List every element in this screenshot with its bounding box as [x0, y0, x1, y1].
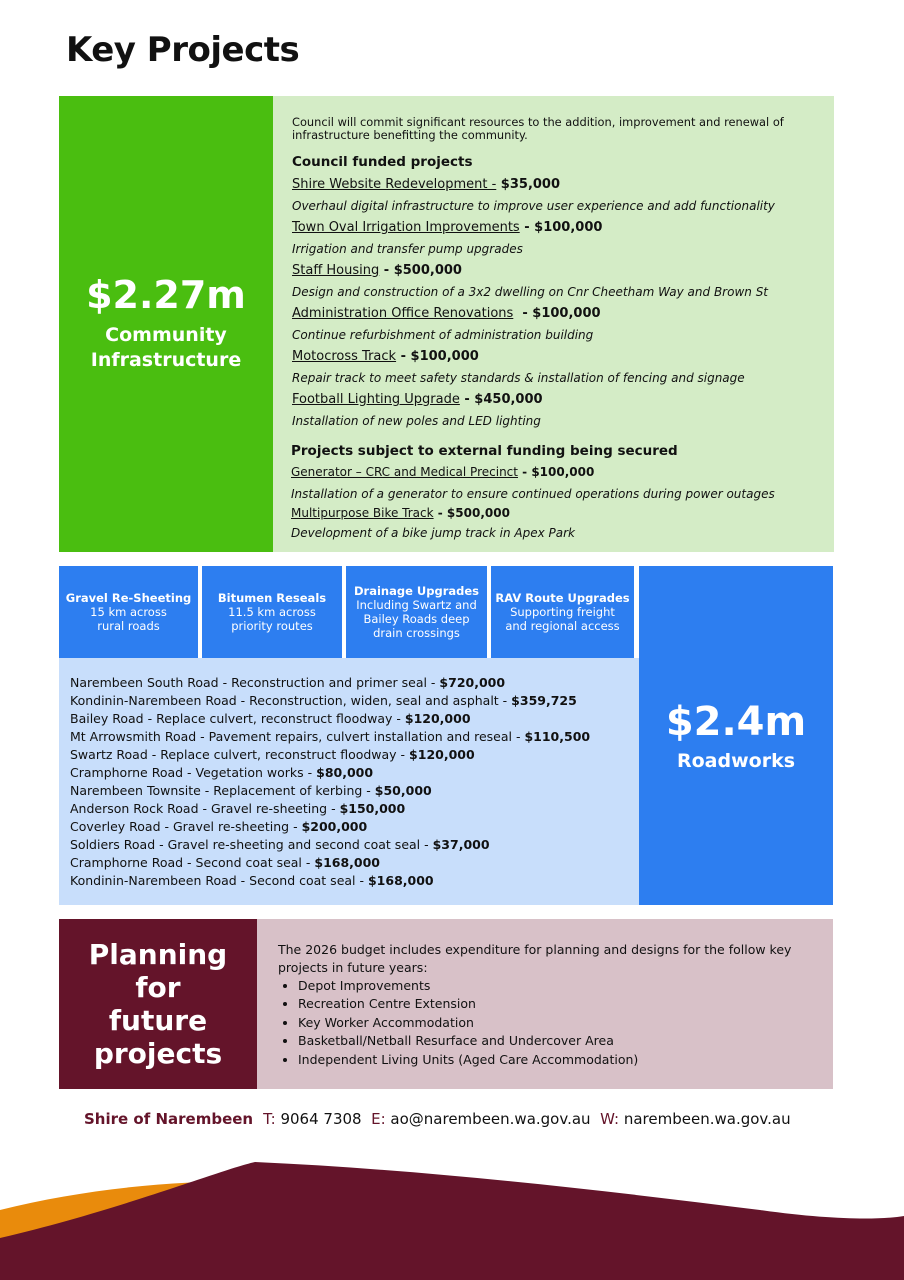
list-item: Narembeen South Road - Reconstruction and primer seal - $720,000: [70, 675, 506, 690]
project-generator-desc: Installation of a generator to ensure continued operations during power outages: [291, 487, 775, 501]
organisation-name: Shire of Narembeen: [84, 1110, 254, 1128]
planning-panel: [59, 919, 257, 1089]
contact-footer: Shire of Narembeen T: 9064 7308 E: ao@narembeen.wa.gov.au W: narembeen.wa.gov.au: [84, 1110, 791, 1128]
list-item: Anderson Rock Road - Gravel re-sheeting - $150,000: [70, 801, 406, 816]
list-item: Mt Arrowsmith Road - Pavement repairs, culvert installation and reseal - $110,500: [70, 729, 591, 744]
list-item: Coverley Road - Gravel re-sheeting - $200,000: [70, 819, 368, 834]
project-staff-housing: Staff Housing - $500,000: [292, 263, 462, 278]
tile-bitumen-reseals: Bitumen Reseals 11.5 km across priority routes: [202, 566, 342, 658]
project-bike-track-desc: Development of a bike jump track in Apex Park: [291, 526, 576, 540]
decorative-wave: [0, 1150, 904, 1280]
project-admin-office-desc: Continue refurbishment of administration building: [292, 328, 594, 342]
external-funding-heading: Projects subject to external funding being secured: [291, 443, 678, 459]
project-football-lighting: Football Lighting Upgrade - $450,000: [292, 392, 543, 407]
community-amount: $2.27m: [86, 273, 246, 318]
project-generator: Generator – CRC and Medical Precinct - $100,000: [291, 465, 595, 479]
project-staff-housing-desc: Design and construction of a 3x2 dwelling on Cnr Cheetham Way and Brown St: [292, 285, 769, 299]
project-website: Shire Website Redevelopment - $35,000: [292, 177, 561, 192]
phone-number: 9064 7308: [275, 1110, 367, 1128]
list-item: • Key Worker Accommodation: [298, 1014, 638, 1032]
planning-title: Planning for future projects: [88, 938, 228, 1070]
website-link[interactable]: narembeen.wa.gov.au: [619, 1110, 791, 1128]
planning-list: [278, 977, 638, 1069]
list-item: Cramphorne Road - Second coat seal - $168,000: [70, 855, 381, 870]
list-item: Bailey Road - Replace culvert, reconstruct floodway - $120,000: [70, 711, 471, 726]
list-item: Soldiers Road - Gravel re-sheeting and second coat seal - $37,000: [70, 837, 490, 852]
project-website-desc: Overhaul digital infrastructure to improve user experience and add functionality: [292, 199, 775, 213]
list-item: • Basketball/Netball Resurface and Undercover Area: [298, 1032, 638, 1050]
planning-details-panel: [257, 919, 833, 1089]
roadworks-amount: $2.4m: [665, 698, 807, 745]
community-label-line1: Community: [105, 324, 227, 347]
project-irrigation-desc: Irrigation and transfer pump upgrades: [292, 242, 523, 256]
community-projects-panel: [273, 96, 834, 552]
planning-intro: The 2026 budget includes expenditure for planning and designs for the follow key projects in future years:: [278, 942, 792, 975]
project-football-lighting-desc: Installation of new poles and LED lighting: [292, 414, 541, 428]
community-infrastructure-panel: [59, 96, 273, 552]
list-item: Swartz Road - Replace culvert, reconstruct floodway - $120,000: [70, 747, 475, 762]
community-intro: Council will commit significant resources to the addition, improvement and renewal of infrastructure benefitting the community.: [292, 115, 784, 142]
list-item: • Recreation Centre Extension: [298, 995, 638, 1013]
list-item: Kondinin-Narembeen Road - Second coat seal - $168,000: [70, 873, 434, 888]
list-item: Kondinin-Narembeen Road - Reconstruction, widen, seal and asphalt - $359,725: [70, 693, 577, 708]
list-item: Narembeen Townsite - Replacement of kerbing - $50,000: [70, 783, 432, 798]
page-title: Key Projects: [66, 30, 300, 70]
tile-drainage-upgrades: Drainage Upgrades Including Swartz and Bailey Roads deep drain crossings: [346, 566, 487, 658]
list-item: Cramphorne Road - Vegetation works - $80,000: [70, 765, 374, 780]
project-motocross: Motocross Track - $100,000: [292, 349, 479, 364]
roadworks-panel: [639, 566, 833, 905]
list-item: • Depot Improvements: [298, 977, 638, 995]
roadworks-list: [59, 658, 639, 905]
project-motocross-desc: Repair track to meet safety standards & installation of fencing and signage: [292, 371, 745, 385]
project-admin-office: Administration Office Renovations - $100,000: [292, 306, 601, 321]
community-label-line2: Infrastructure: [90, 348, 242, 371]
project-bike-track: Multipurpose Bike Track - $500,000: [291, 506, 510, 520]
tile-gravel-resheeting: Gravel Re-Sheeting 15 km across rural roads: [59, 566, 198, 658]
project-irrigation: Town Oval Irrigation Improvements - $100,000: [292, 220, 603, 235]
roadworks-label: Roadworks: [676, 749, 796, 772]
list-item: • Independent Living Units (Aged Care Accommodation): [298, 1051, 638, 1069]
tile-rav-route-upgrades: RAV Route Upgrades Supporting freight and regional access: [491, 566, 634, 658]
council-funded-heading: Council funded projects: [292, 154, 473, 170]
email-link[interactable]: ao@narembeen.wa.gov.au: [385, 1110, 596, 1128]
